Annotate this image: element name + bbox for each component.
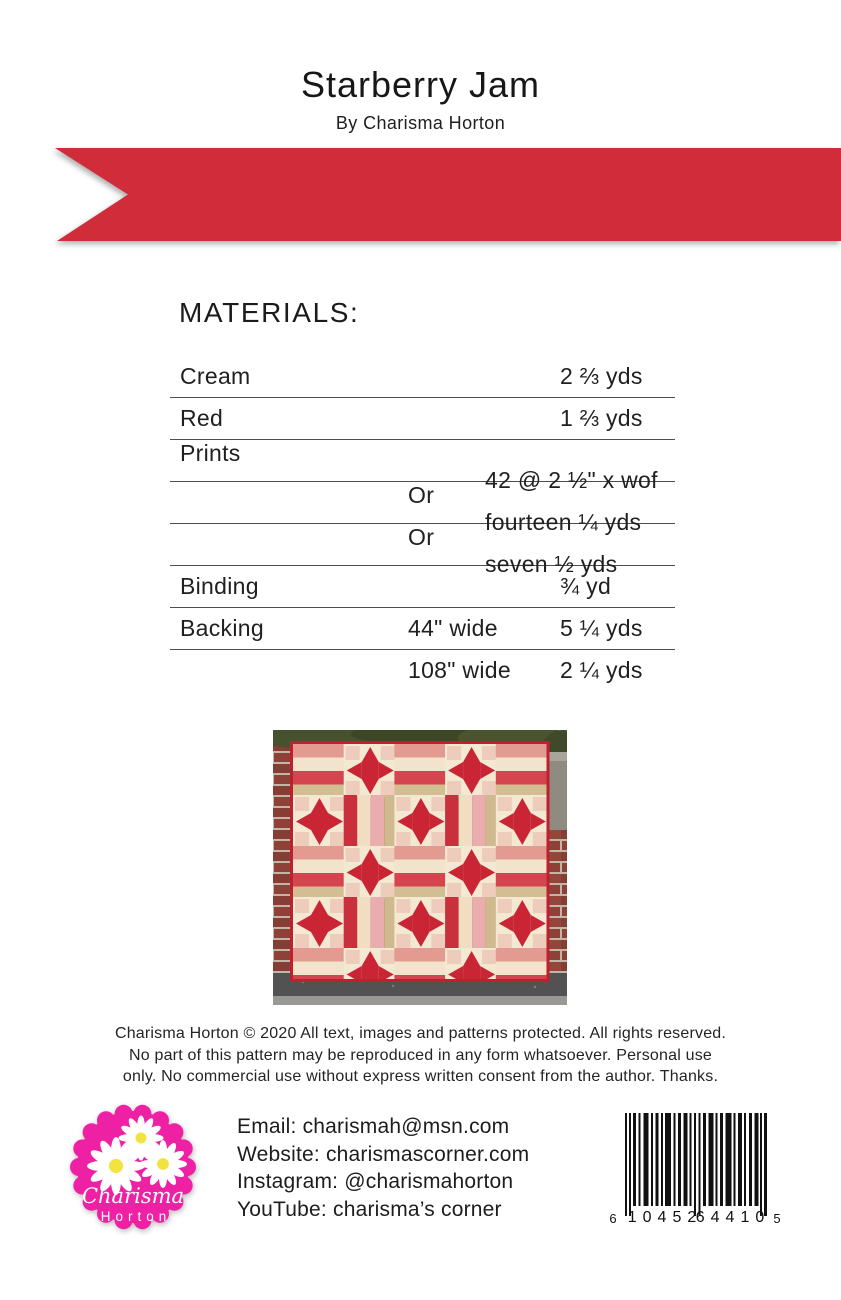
barcode (605, 1110, 785, 1228)
barcode-left-digit: 6 (609, 1211, 617, 1226)
table-row (170, 398, 675, 440)
quilt (290, 741, 550, 1002)
barcode-bars (625, 1113, 767, 1216)
contact-youtube: YouTube: charisma’s corner (237, 1197, 502, 1221)
table-row (170, 608, 675, 650)
contact-info (237, 1113, 529, 1223)
contact-email: Email: charismah@msn.com (237, 1115, 510, 1138)
copyright-line: Charisma Horton © 2020 All text, images and patterns protected. All rights reserved. (114, 1025, 727, 1042)
barcode-group-left: 10452 (627, 1209, 703, 1226)
material-label: Backing (180, 615, 264, 641)
table-row (170, 440, 675, 493)
charisma-horton-logo (70, 1102, 200, 1238)
barcode-right-digit: 5 (773, 1211, 781, 1226)
header (0, 64, 841, 134)
material-mid: 44" wide (408, 615, 498, 641)
quilt-photo (273, 730, 567, 1005)
contact-instagram: Instagram: @charismahorton (237, 1170, 514, 1193)
material-value: 42 @ 2 ½" x wof (485, 467, 658, 493)
page-title: Starberry Jam (300, 64, 541, 105)
logo-name-script: Charisma (81, 1184, 185, 1208)
material-value: 1 ⅔ yds (560, 405, 643, 431)
copyright-line: only. No commercial use without express written consent from the author. Thanks. (122, 1068, 719, 1085)
material-value: 2 ¼ yds (560, 657, 643, 683)
barcode-group-right: 64410 (695, 1209, 771, 1226)
materials-table (170, 356, 675, 691)
table-row (170, 566, 675, 608)
material-value: ¾ yd (560, 573, 612, 599)
material-value: fourteen ¼ yds (485, 509, 642, 535)
materials-heading: MATERIALS: (179, 297, 360, 328)
copyright-line: No part of this pattern may be reproduced in any form whatsoever. Personal use (128, 1046, 712, 1064)
material-mid: Or (408, 482, 435, 508)
material-mid: 108" wide (408, 657, 511, 683)
table-row (170, 356, 675, 398)
material-value: 2 ⅔ yds (560, 363, 643, 389)
material-label: Binding (180, 573, 259, 599)
copyright-notice (0, 1023, 841, 1088)
table-row (170, 650, 675, 691)
ribbon-banner (0, 146, 841, 246)
logo-name-sub: Horton (100, 1209, 172, 1224)
material-label: Red (180, 405, 224, 431)
material-value: seven ½ yds (485, 551, 618, 577)
material-label: Cream (180, 363, 251, 389)
material-value: 5 ¼ yds (560, 615, 643, 641)
material-mid: Or (408, 524, 435, 550)
byline: By Charisma Horton (335, 113, 506, 133)
material-label: Prints (180, 440, 241, 466)
contact-website: Website: charismascorner.com (237, 1142, 530, 1166)
